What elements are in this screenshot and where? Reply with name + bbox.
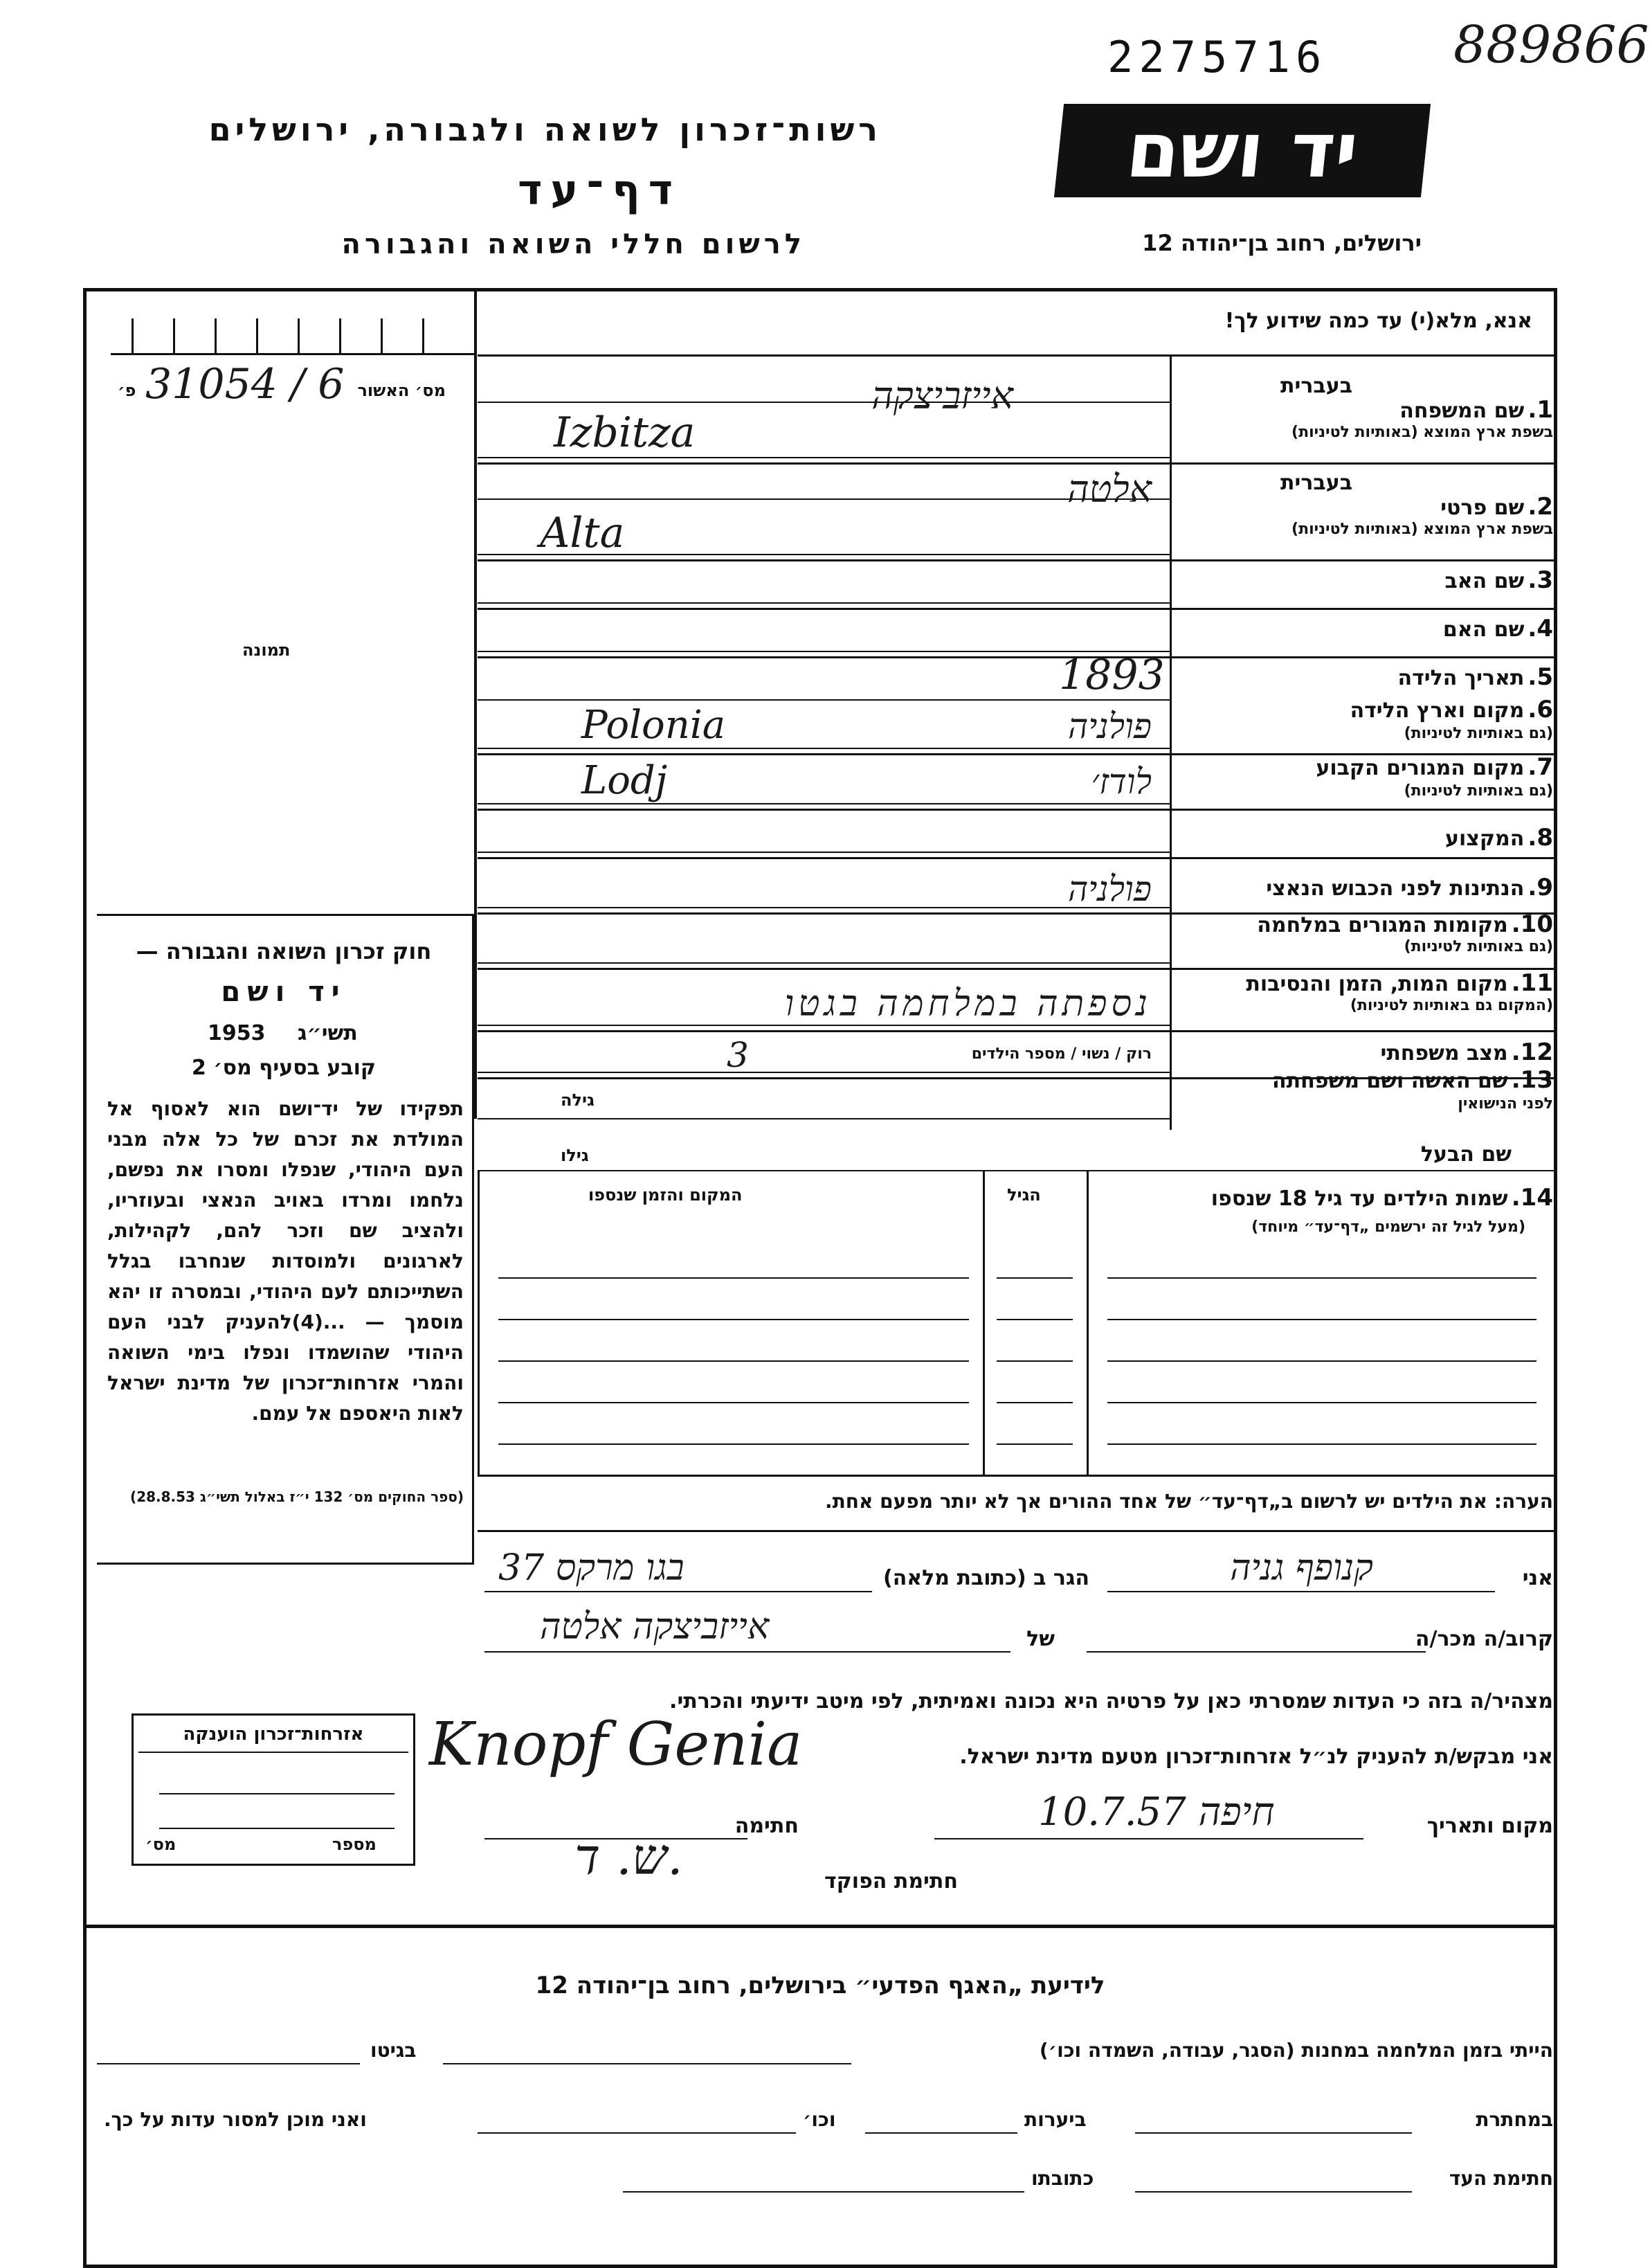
approval-tick-line — [111, 353, 474, 355]
footer-forests-label: ביערות — [1024, 2108, 1087, 2131]
declarant-relation-label: קרוב/ה מכר/ה — [1415, 1627, 1553, 1651]
tick — [173, 318, 175, 353]
husband-name-label: שם הבעל — [1420, 1142, 1512, 1167]
footer-etc-line — [478, 2132, 796, 2134]
approval-label: מס׳ האשור — [357, 381, 446, 400]
field-8-title: המקצוע — [1445, 827, 1525, 851]
rule — [478, 1025, 1170, 1026]
field-1-sub: בשפת ארץ המוצא (באותיות לטיניות) — [1291, 424, 1553, 441]
children-row-line — [498, 1319, 969, 1320]
field-2-label — [1440, 493, 1553, 521]
citizenship-line — [159, 1793, 395, 1794]
rule — [478, 498, 1170, 500]
tick — [215, 318, 217, 353]
children-row-line — [997, 1360, 1073, 1362]
field-2-lang: בעברית — [1280, 471, 1352, 495]
request-text: אני מבקש/ת להעניק לנ״ל אזרחות־זכרון מטעם מדינת ישראל. — [959, 1745, 1553, 1769]
field-12-number: 12. — [1511, 1038, 1553, 1066]
tick — [381, 318, 383, 353]
field-5-number: 5. — [1527, 663, 1553, 691]
law-name: יד ושם — [221, 976, 347, 1008]
field-2-number: 2. — [1527, 493, 1553, 521]
approval-number-handwritten: 31054 / 6 — [145, 360, 345, 408]
yad-vashem-logo: יד ושם — [1054, 104, 1431, 197]
field-2-sub: בשפת ארץ המוצא (באותיות לטיניות) — [1291, 521, 1553, 538]
footer-underground-label: במחתרת — [1476, 2108, 1553, 2131]
intro-instruction: אנא, מלא(י) עד כמה שידוע לך! — [1224, 309, 1532, 333]
field-11-title: מקום המות, הזמן והנסיבות — [1246, 972, 1508, 996]
field-7-latin-value: Lodj — [581, 758, 668, 803]
field-13-number: 13. — [1511, 1066, 1553, 1094]
field-7-number: 7. — [1527, 753, 1553, 781]
children-col-divider — [478, 1170, 480, 1475]
relation-line — [1087, 1651, 1426, 1653]
field-1-label — [1399, 396, 1553, 424]
field-4-title: שם האם — [1442, 618, 1525, 642]
rule — [478, 699, 1170, 701]
children-col-divider — [1087, 1170, 1089, 1475]
field-10-number: 10. — [1511, 910, 1553, 938]
field-8-label — [1445, 824, 1553, 852]
field-6-title: מקום וארץ הלידה — [1350, 699, 1525, 723]
field-8-number: 8. — [1527, 824, 1553, 852]
field-5-label — [1397, 663, 1553, 691]
field-2-title: שם פרטי — [1440, 496, 1525, 520]
children-row-line — [498, 1443, 969, 1445]
law-body: תפקידו של יד־ושם הוא לאסוף אל המולדת את זכרם של כל אלה מבני העם היהודי, שנפלו ומסרו את נפשם, נלחמו ומרדו באויב הנאצי ובעוזריו, ולהציב שם וזכר להם, לקהילות, לארגונים ולמוסדות שנחרבו בגלל השתייכותם לעם היהודי, ובמסרה זו יהא מוסמך — ...(4)להעניק לבני העם היהודי שהושמדו ונפלו בימי השואה והמרי אזרחות־זכרון של מדינת ישראל לאות היאספם אל עמם. — [107, 1097, 464, 1425]
field-12-title: מצב משפחתי — [1380, 1041, 1508, 1065]
field-7-label — [1316, 753, 1553, 781]
organization-title: רשות־זכרון לשואה ולגבורה, ירושלים — [208, 111, 882, 148]
field-9-value: פולניה — [1067, 869, 1152, 909]
form-title: דף־עד — [518, 166, 681, 215]
field-3-title: שם האב — [1444, 569, 1525, 593]
form-subtitle: לרשום חללי השואה והגבורה — [341, 228, 806, 260]
footer-testify-text: ואני מוכן למסור עדות על כך. — [104, 2108, 367, 2131]
field-10-title: מקומות המגורים במלחמה — [1257, 913, 1508, 937]
footer-address-line — [623, 2191, 1024, 2193]
tick — [256, 318, 258, 353]
field-12-options: רוק / נשוי / מספר הילדים — [971, 1045, 1152, 1063]
law-title: חוק זכרון השואה והגבורה — — [136, 938, 432, 964]
row-divider — [478, 559, 1557, 561]
declarant-i-label: אני — [1522, 1566, 1553, 1590]
field-14-label — [1211, 1184, 1553, 1212]
field-11-label — [1246, 969, 1553, 997]
children-row-line — [1107, 1277, 1536, 1279]
field-12-label — [1380, 1038, 1553, 1066]
footer-etc-label: וכו׳ — [803, 2108, 836, 2131]
citizenship-prefix: מס׳ — [145, 1835, 176, 1854]
place-date-handwritten: חיפה 10.7.57 — [1038, 1790, 1275, 1835]
declarant-of-label: של — [1026, 1627, 1055, 1651]
tick — [422, 318, 424, 353]
children-table-bottom — [478, 1475, 1557, 1477]
signature-label: חתימה — [734, 1814, 799, 1838]
tick — [132, 318, 134, 353]
field-14-title: שמות הילדים עד גיל 18 שנספו — [1211, 1187, 1508, 1211]
rule — [478, 962, 1170, 964]
footer-address-label: כתובתו — [1031, 2167, 1094, 2190]
field-7-hebrew-value: לודז׳ — [1091, 762, 1152, 802]
children-row-line — [997, 1443, 1073, 1445]
row-divider — [478, 608, 1557, 610]
children-row-line — [1107, 1402, 1536, 1403]
field-6-sub: (גם באותיות לטיניות) — [1404, 725, 1553, 742]
place-date-label: מקום ותאריך — [1426, 1814, 1553, 1838]
rule — [478, 457, 1170, 458]
tick — [298, 318, 300, 353]
note-divider — [478, 1530, 1557, 1532]
left-column-divider — [474, 288, 477, 1119]
footer-witness-sig-label: חתימת העד — [1449, 2167, 1553, 2190]
field-6-number: 6. — [1527, 696, 1553, 723]
rule — [478, 402, 1170, 403]
declarant-name-handwritten: קנופף גניה — [1230, 1547, 1373, 1589]
declarant-address-handwritten: בגו מרקס 37 — [498, 1547, 685, 1589]
field-5-birth-year: 1893 — [1059, 651, 1165, 699]
rule — [478, 907, 1170, 908]
label-column-divider — [1170, 354, 1172, 1130]
field-1-hebrew-value: אייזביצקה — [871, 374, 1013, 417]
children-row-line — [997, 1277, 1073, 1279]
field-3-number: 3. — [1527, 566, 1553, 594]
footer-witness-sig-line — [1135, 2191, 1412, 2193]
children-row-line — [1107, 1319, 1536, 1320]
rule — [478, 852, 1170, 853]
children-row-line — [498, 1277, 969, 1279]
organization-address: ירושלים, רחוב בן־יהודה 12 — [1142, 230, 1422, 256]
of-line — [484, 1651, 1010, 1653]
declarant-name-line — [1107, 1591, 1495, 1592]
handwritten-record-number: 889866 — [1453, 15, 1649, 75]
children-age-column: הגיל — [1007, 1185, 1041, 1205]
tick — [339, 318, 341, 353]
footer-underground-line — [1135, 2132, 1412, 2134]
rule — [478, 803, 1170, 804]
field-13-label — [1272, 1066, 1553, 1094]
rule — [478, 1170, 1557, 1171]
field-10-label — [1257, 910, 1553, 938]
citizenship-number-label: מספר — [332, 1835, 377, 1854]
footer-ghetto-line — [97, 2063, 360, 2064]
field-9-label — [1266, 874, 1553, 901]
children-row-line — [498, 1360, 969, 1362]
row-divider — [478, 857, 1557, 859]
approval-prefix: פ׳ — [118, 381, 136, 400]
footer-forests-line — [865, 2132, 1017, 2134]
field-2-latin-value: Alta — [540, 509, 625, 557]
row-divider — [478, 809, 1557, 811]
place-date-line — [934, 1838, 1363, 1839]
field-9-number: 9. — [1527, 874, 1553, 901]
field-4-label — [1443, 615, 1553, 642]
photo-label: תמונה — [242, 640, 291, 660]
field-14-sub: (מעל לגיל זה ירשמים „דף־עד״ מיוחד) — [1251, 1218, 1525, 1236]
rule — [478, 1072, 1170, 1073]
field-1-number: 1. — [1527, 396, 1553, 424]
footer-camps-line — [443, 2063, 851, 2064]
children-col-divider — [983, 1170, 985, 1475]
row-divider — [478, 656, 1557, 658]
field-14-number: 14. — [1511, 1184, 1553, 1212]
declarant-signature-handwritten: Knopf Genia — [429, 1710, 803, 1779]
declarant-resides-label: הגר ב (כתובת מלאה) — [882, 1566, 1089, 1590]
declarant-address-line — [484, 1591, 872, 1592]
field-11-sub: (המקום גם באותיות לטיניות) — [1350, 997, 1553, 1014]
wife-age-label: גילה — [561, 1090, 595, 1110]
field-1-latin-value: Izbitza — [554, 408, 696, 457]
field-7-sub: (גם באותיות לטיניות) — [1404, 782, 1553, 800]
rule — [478, 602, 1170, 604]
field-10-sub: (גם באותיות לטיניות) — [1404, 938, 1553, 955]
citizenship-line — [159, 1828, 395, 1829]
serial-number: 2275716 — [1107, 32, 1327, 82]
field-6-label — [1350, 696, 1553, 723]
citizenship-title-rule — [138, 1752, 408, 1753]
footer-camps-label: הייתי בזמן המלחמה במחנות (הסגר, עבודה, השמדה וכו׳) — [1039, 2039, 1553, 2062]
field-5-title: תאריך הלידה — [1397, 666, 1525, 690]
field-7-title: מקום המגורים הקבוע — [1316, 756, 1525, 780]
law-clause: קובע בסעיף מס׳ 2 — [191, 1056, 377, 1080]
field-6-hebrew-value: פולניה — [1067, 706, 1152, 746]
field-3-label — [1444, 566, 1553, 594]
field-11-value: נספתה במלחמה בגטו — [784, 983, 1152, 1025]
field-4-number: 4. — [1527, 615, 1553, 642]
law-footnote: (ספר החוקים מס׳ 132 י״ז באלול תשי״ג 28.8.53) — [130, 1488, 464, 1505]
footer-title: לידיעת „האגף הפדעי״ בירושלים, רחוב בן־יהודה 12 — [535, 1972, 1105, 1999]
officer-signature-label: חתימת הפוקד — [824, 1869, 958, 1893]
children-row-line — [997, 1402, 1073, 1403]
officer-signature-handwritten: ש. ד. — [574, 1828, 683, 1886]
field-13-sub: לפני הנישואין — [1458, 1095, 1553, 1113]
law-year: 1953 — [208, 1021, 266, 1045]
children-row-line — [1107, 1360, 1536, 1362]
children-place-column: המקום והזמן שנספו — [588, 1185, 743, 1205]
row-divider — [478, 1030, 1557, 1032]
declaration-text: מצהיר/ה בזה כי העדות שמסרתי כאן על פרטיה היא נכונה ואמיתית, לפי מיטב ידיעתי והכרתי. — [669, 1689, 1553, 1713]
field-9-title: הנתינות לפני הכבוש הנאצי — [1266, 876, 1525, 901]
husband-age-label: גילו — [561, 1146, 589, 1165]
law-year-hebrew: תשי״ג — [298, 1021, 358, 1045]
footer-divider — [83, 1925, 1557, 1928]
children-row-line — [498, 1402, 969, 1403]
children-row-line — [1107, 1443, 1536, 1445]
children-row-line — [997, 1319, 1073, 1320]
row-divider — [478, 462, 1557, 465]
intro-divider — [478, 354, 1557, 357]
rule — [478, 748, 1170, 749]
footer-ghetto-label: בגיטו — [370, 2039, 417, 2062]
rule — [478, 1118, 1170, 1119]
declarant-of-handwritten: אייזביצקה אלטה — [540, 1606, 770, 1648]
citizenship-title: אזרחות־זכרון הוענקה — [183, 1724, 364, 1745]
children-note: הערה: את הילדים יש לרשום ב„דף־עד״ של אחד ההורים אך לא יותר מפעם אחת. — [825, 1490, 1553, 1513]
field-13-title: שם האשה ושם משפחתה — [1272, 1069, 1508, 1093]
field-6-latin-value: Polonia — [581, 703, 726, 748]
field-1-lang: בעברית — [1280, 374, 1352, 398]
field-2-hebrew-value: אלטה — [1067, 467, 1152, 511]
field-11-number: 11. — [1511, 969, 1553, 997]
field-12-children-count: 3 — [727, 1035, 749, 1075]
field-1-title: שם המשפחה — [1399, 399, 1525, 423]
